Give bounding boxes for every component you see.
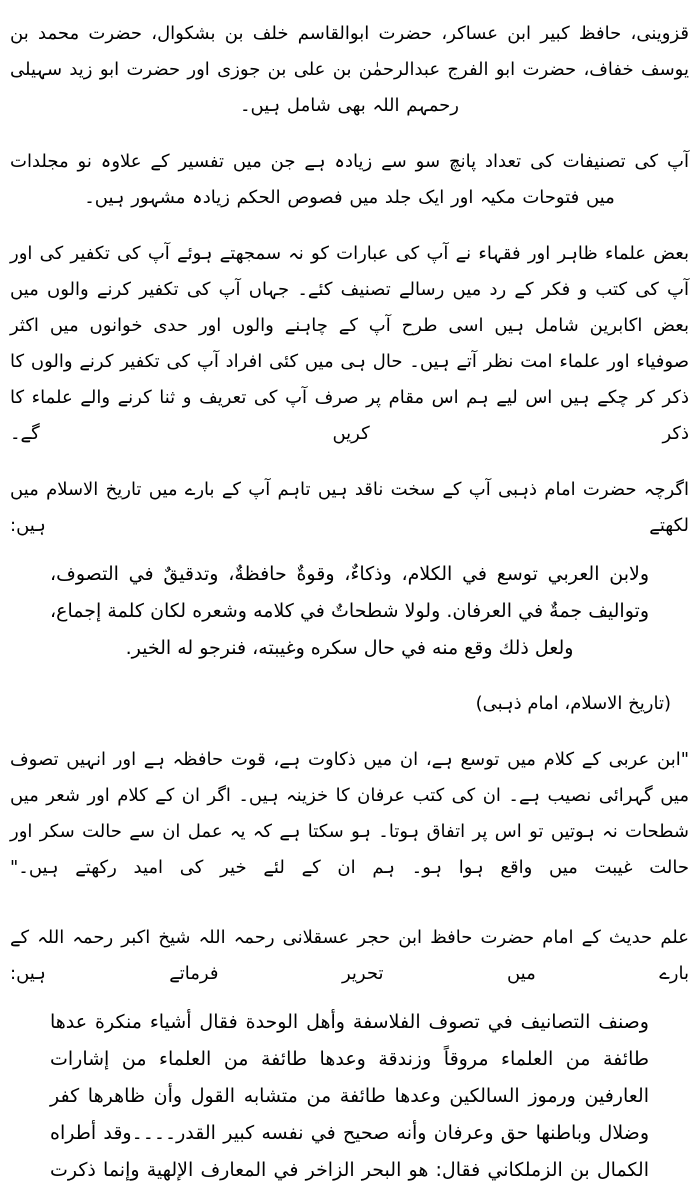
paragraph-dhahabi-translation: "ابن عربی کے کلام میں توسع ہے، ان میں ذکاوت ہے، قوت حافظہ ہے اور انہیں تصوف میں گہرائی نصیب ہے۔ ان کی کتب عرفان کا خزینہ ہیں۔ اگر ان کے کلام اور شعر میں شطحات نہ ہوتیں تو اس پر اتفاق ہوتا۔ ہو سکتا ہے کہ یہ عمل ان سے حالت سکر اور حالت غیبت میں واقع ہوا ہو۔ ہم ان کے لئے خیر کی امید رکھتے ہیں۔" <box>10 749 689 879</box>
paragraph-takfir-discussion: بعض علماء ظاہر اور فقہاء نے آپ کی عبارات کو نہ سمجھتے ہوئے آپ کی تکفیر کی اور آپ کی کتب و فکر کے رد میں رسالے تصنیف کئے۔ جہاں آپ کی تکفیر کرنے والوں میں بعض اکابرین شامل ہیں اسی طرح آپ کے چاہنے والوں اور حدی خوانوں میں اکثر صوفیاء اور علماء امت نظر آتے ہیں۔ حال ہی میں کئی افراد آپ کی تکفیر کرنے والوں کا ذکر کر چکے ہیں اس لیے ہم اس مقام پر صرف آپ کی تعریف و ثنا کرنے والے علماء کا ذکر کریں گے۔ <box>10 243 689 444</box>
paragraph-ibn-hajar-intro: علم حدیث کے امام حضرت حافظ ابن حجر عسقلانی رحمہ اللہ شیخ اکبر رحمہ اللہ کے بارے میں تحریر فرماتے ہیں: <box>10 927 689 985</box>
paragraph-scholars-list: قزوینی، حافظ کبیر ابن عساکر، حضرت ابوالقاسم خلف بن بشکوال، حضرت محمد بن یوسف خفاف، حضرت ابو الفرج عبدالرحمٰن بن علی بن جوزی اور حضرت ابو زید سہیلی رحمہم اللہ بھی شامل ہیں۔ <box>10 23 689 116</box>
arabic-quote-ibn-hajar: وصنف التصانيف في تصوف الفلاسفة وأهل الوحدة فقال أشياء منكرة عدها طائفة من العلماء مروقاً وزندقة وعدها طائفة من العلماء من إشارات العارفين ورموز السالكين وعدها طائفة من متشابه القول وأن ظاهرها كفر وضلال وباطنها حق وعرفان وأنه صحيح في نفسه كبير القدر۔۔۔۔وقد أطراه الكمال بن الزملكاني فقال: هو البحر الزاخر في المعارف الإلهية وإنما ذكرت <box>50 1011 649 1182</box>
paragraph-works-count: آپ کی تصنیفات کی تعداد پانچ سو سے زیادہ ہے جن میں تفسیر کے علاوہ نو مجلدات میں فتوحات مکیہ اور ایک جلد میں فصوص الحکم زیادہ مشہور ہیں۔ <box>10 151 689 208</box>
citation-tarikh-al-islam: (تاریخ الاسلام، امام ذہبی) <box>475 693 671 715</box>
paragraph-dhahabi-intro: اگرچہ حضرت امام ذہبی آپ کے سخت ناقد ہیں تاہم آپ کے بارے میں تاریخ الاسلام میں لکھتے ہیں: <box>10 479 689 536</box>
arabic-quote-dhahabi: ولابن العربي توسع في الكلام، وذكاءٌ، وقوةٌ حافظةٌ، وتدقيقٌ في التصوف، وتواليف جمةٌ في العرفان. ولولا شطحاتٌ في كلامه وشعره لكان كلمة إجماع، ولعل ذلك وقع منه في حال سكره وغيبته، فنرجو له الخير. <box>50 563 649 660</box>
